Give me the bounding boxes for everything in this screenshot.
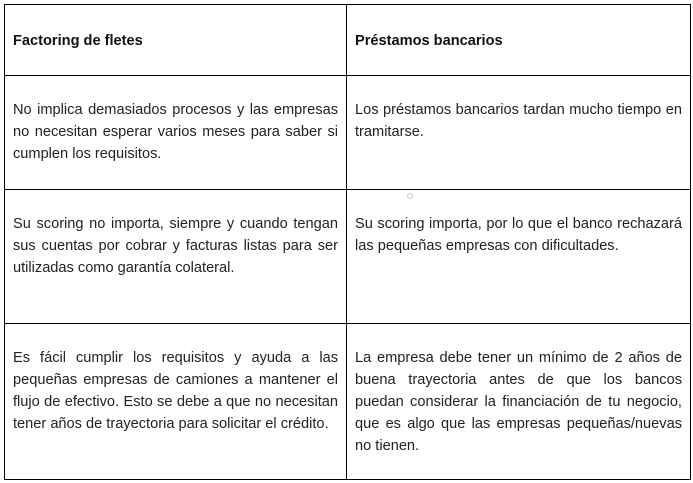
- cell-prestamos-requirements: La empresa debe tener un mínimo de 2 años de buena trayectoria antes de que los bancos puedan considerar la financiación de tu negocio, que es algo que las empresas pequeñas/nuevas no tienen.: [347, 324, 691, 480]
- cell-prestamos-scoring: Su scoring importa, por lo que el banco rechazará las pequeñas empresas con dificultades.: [347, 190, 691, 324]
- header-factoring: Factoring de fletes: [5, 5, 347, 76]
- cell-factoring-scoring: Su scoring no importa, siempre y cuando tengan sus cuentas por cobrar y facturas listas para ser utilizadas como garantía colateral.: [5, 190, 347, 324]
- comparison-table: [4, 4, 691, 480]
- cell-prestamos-processes: Los préstamos bancarios tardan mucho tiempo en tramitarse.: [347, 76, 691, 190]
- table-row: [5, 76, 691, 190]
- cell-factoring-requirements: Es fácil cumplir los requisitos y ayuda a las pequeñas empresas de camiones a mantener el flujo de efectivo. Esto se debe a que no necesitan tener años de trayectoria para solicitar el crédito.: [5, 324, 347, 480]
- header-prestamos: Préstamos bancarios: [347, 5, 691, 76]
- table-row: [5, 324, 691, 480]
- header-row: [5, 5, 691, 76]
- cell-factoring-processes: No implica demasiados procesos y las empresas no necesitan esperar varios meses para saber si cumplen los requisitos.: [5, 76, 347, 190]
- cursor-dot: [407, 193, 413, 199]
- table-row: [5, 190, 691, 324]
